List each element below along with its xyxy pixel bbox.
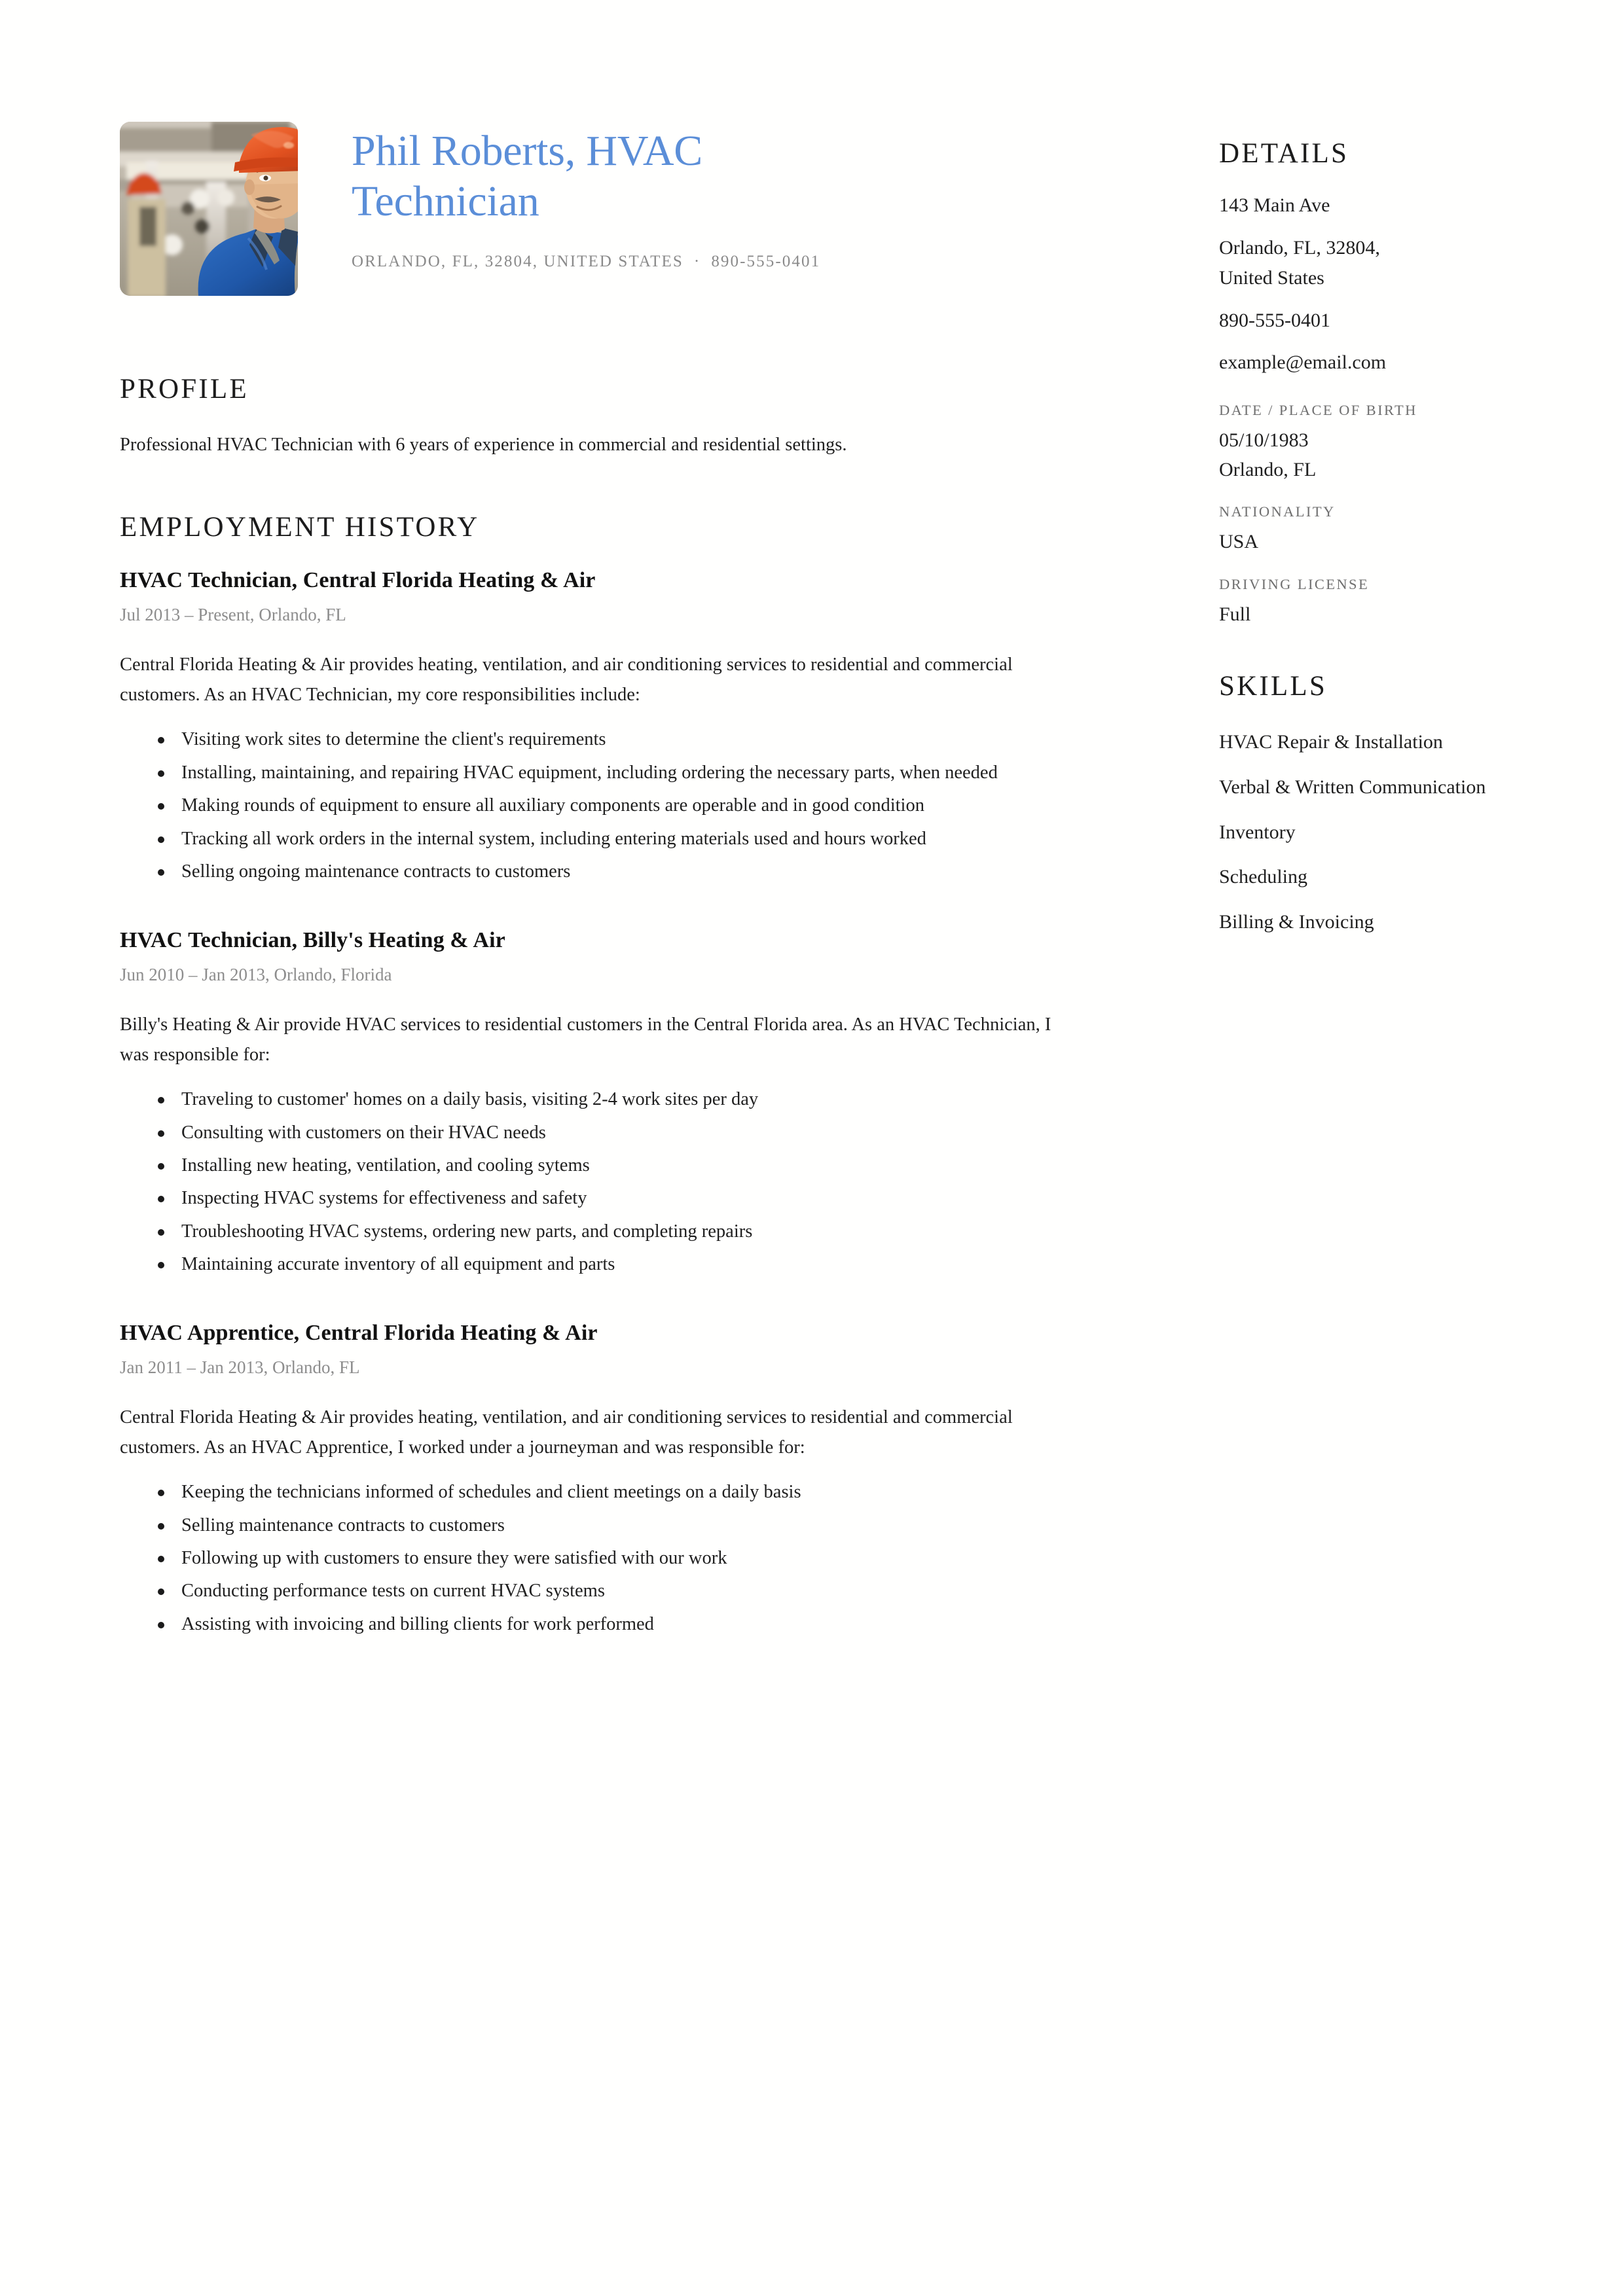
skill-item: HVAC Repair & Installation bbox=[1219, 731, 1443, 753]
list-item: Making rounds of equipment to ensure all auxiliary components are operable and in good condition bbox=[158, 791, 1082, 821]
job-title: HVAC Technician, Billy's Heating & Air bbox=[120, 927, 505, 952]
details-section bbox=[1219, 137, 1527, 628]
header-contact-line bbox=[352, 253, 1082, 271]
list-item: Inspecting HVAC systems for effectiveness and safety bbox=[158, 1183, 1082, 1213]
avatar bbox=[120, 122, 298, 296]
profile-text: Professional HVAC Technician with 6 years of experience in commercial and residential settings. bbox=[120, 435, 847, 455]
list-item: Installing new heating, ventilation, and cooling sytems bbox=[158, 1151, 1082, 1181]
contact-separator: · bbox=[693, 253, 701, 271]
job-description: Central Florida Heating & Air provides heating, ventilation, and air conditioning services to residential and commercial customers. As an HVAC Apprentice, I worked under a journeyman and was responsible for: bbox=[120, 1407, 1013, 1458]
profile-heading: PROFILE bbox=[120, 374, 249, 404]
sidebar bbox=[1219, 137, 1527, 978]
nationality-group bbox=[1219, 503, 1527, 556]
list-item: Keeping the technicians informed of schedules and client meetings on a daily basis bbox=[158, 1477, 1082, 1507]
job-meta: Jun 2010 – Jan 2013, Orlando, Florida bbox=[120, 964, 392, 984]
main-column bbox=[120, 122, 1082, 1691]
dob-label: DATE / PLACE OF BIRTH bbox=[1219, 401, 1417, 418]
job-description: Billy's Heating & Air provide HVAC services to residential customers in the Central Florida area. As an HVAC Technician, I was responsible for: bbox=[120, 1014, 1051, 1065]
job-description: Central Florida Heating & Air provides heating, ventilation, and air conditioning services to residential and commercial customers. As an HVAC Technician, my core responsibilities include: bbox=[120, 655, 1013, 706]
address-line-3: United States bbox=[1219, 267, 1324, 289]
list-item: Traveling to customer' homes on a daily basis, visiting 2-4 work sites per day bbox=[158, 1085, 1082, 1115]
list-item: Installing, maintaining, and repairing HVAC equipment, including ordering the necessary parts, when needed bbox=[158, 758, 1082, 788]
job-entry bbox=[120, 1321, 1082, 1640]
details-heading: DETAILS bbox=[1219, 138, 1349, 169]
address-line-2: Orlando, FL, 32804, bbox=[1219, 236, 1380, 259]
portrait-photo-icon bbox=[120, 122, 298, 296]
page-title: Phil Roberts, HVAC Technician bbox=[352, 127, 703, 226]
job-meta: Jul 2013 – Present, Orlando, FL bbox=[120, 605, 346, 625]
employment-section bbox=[120, 511, 1082, 1640]
skill-item: Billing & Invoicing bbox=[1219, 910, 1374, 933]
employment-heading: EMPLOYMENT HISTORY bbox=[120, 512, 480, 543]
job-entry bbox=[120, 928, 1082, 1280]
sidebar-phone[interactable]: 890-555-0401 bbox=[1219, 309, 1330, 331]
header-text-block bbox=[352, 122, 1082, 271]
list-item: Troubleshooting HVAC systems, ordering new parts, and completing repairs bbox=[158, 1217, 1082, 1247]
resume-header bbox=[120, 122, 1082, 296]
skills-heading: SKILLS bbox=[1219, 671, 1327, 702]
job-title: HVAC Technician, Central Florida Heating & Air bbox=[120, 568, 596, 593]
driving-license-group bbox=[1219, 576, 1527, 629]
dob-place: Orlando, FL bbox=[1219, 458, 1317, 480]
job-bullets bbox=[120, 1477, 1082, 1640]
profile-section bbox=[120, 373, 1082, 460]
nationality-value: USA bbox=[1219, 531, 1259, 553]
address-line-1: 143 Main Ave bbox=[1219, 194, 1330, 216]
list-item: Selling maintenance contracts to customers bbox=[158, 1511, 1082, 1541]
list-item: Visiting work sites to determine the client's requirements bbox=[158, 725, 1082, 755]
skill-item: Scheduling bbox=[1219, 866, 1307, 888]
job-meta: Jan 2011 – Jan 2013, Orlando, FL bbox=[120, 1357, 360, 1377]
list-item: Assisting with invoicing and billing clients for work performed bbox=[158, 1609, 1082, 1640]
list-item: Following up with customers to ensure they were satisfied with our work bbox=[158, 1543, 1082, 1573]
skills-section bbox=[1219, 670, 1527, 936]
dob-date: 05/10/1983 bbox=[1219, 429, 1309, 451]
nationality-label: NATIONALITY bbox=[1219, 503, 1336, 520]
list-item: Conducting performance tests on current HVAC systems bbox=[158, 1576, 1082, 1606]
driving-license-value: Full bbox=[1219, 603, 1251, 625]
date-place-of-birth-group bbox=[1219, 402, 1527, 484]
list-item: Tracking all work orders in the internal system, including entering materials used and hours worked bbox=[158, 824, 1082, 854]
job-title: HVAC Apprentice, Central Florida Heating & Air bbox=[120, 1320, 598, 1345]
job-bullets bbox=[120, 1085, 1082, 1280]
header-location: ORLANDO, FL, 32804, UNITED STATES bbox=[352, 253, 684, 271]
driving-license-label: DRIVING LICENSE bbox=[1219, 575, 1370, 592]
skill-item: Verbal & Written Communication bbox=[1219, 776, 1486, 798]
list-item: Selling ongoing maintenance contracts to customers bbox=[158, 857, 1082, 887]
header-phone: 890-555-0401 bbox=[711, 253, 821, 271]
job-entry bbox=[120, 568, 1082, 888]
skill-item: Inventory bbox=[1219, 821, 1296, 843]
list-item: Consulting with customers on their HVAC needs bbox=[158, 1118, 1082, 1148]
job-bullets bbox=[120, 725, 1082, 887]
list-item: Maintaining accurate inventory of all equipment and parts bbox=[158, 1249, 1082, 1280]
sidebar-email[interactable]: example@email.com bbox=[1219, 351, 1387, 374]
